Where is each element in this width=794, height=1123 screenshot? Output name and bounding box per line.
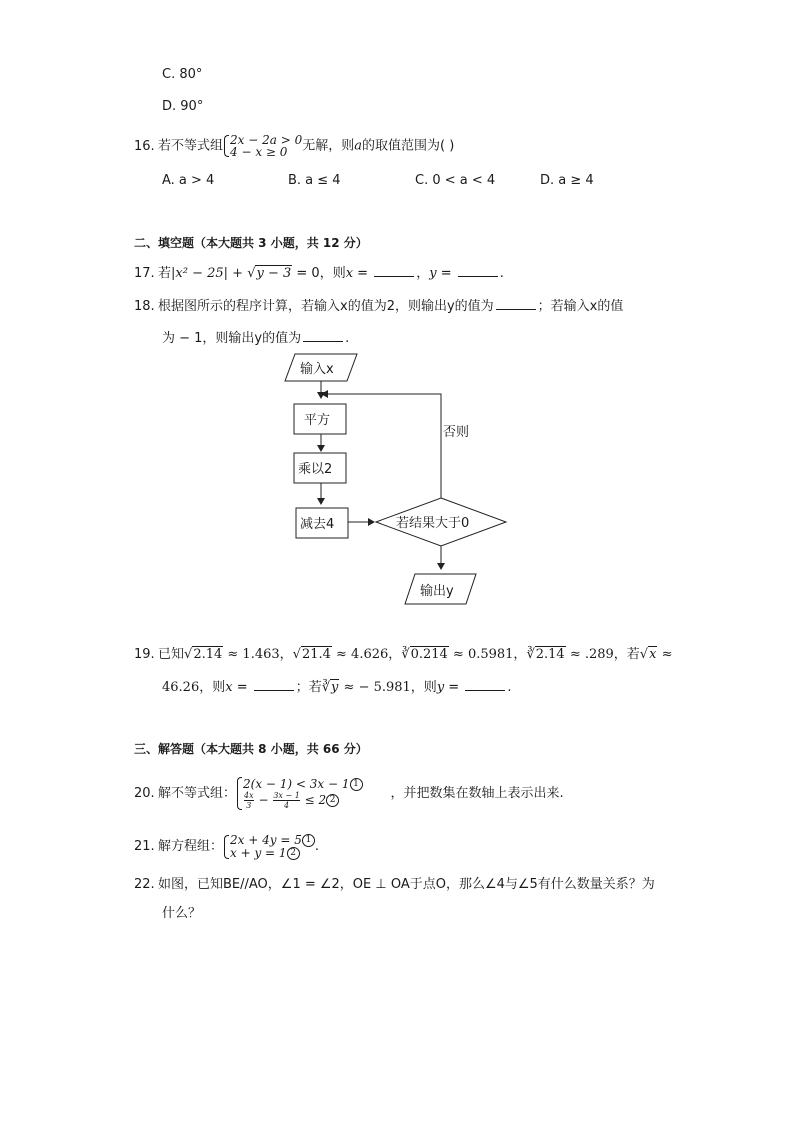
cbrt-radicand: 0.214 <box>410 647 448 662</box>
arrowhead <box>368 518 375 526</box>
cbrt-radicand: 2.14 <box>535 647 565 662</box>
q19-value: ≈ 0.5981， <box>448 647 527 662</box>
cbrt-sign: ∛ <box>526 647 535 662</box>
var-x: x <box>345 266 354 281</box>
var-y: y <box>429 266 437 281</box>
circled-number-2: 2 <box>326 794 339 807</box>
question-number: 16. <box>134 138 155 154</box>
question-number: 22. <box>134 877 155 892</box>
var-y: y <box>436 680 445 695</box>
q18-text-2: 为 − 1，则输出y的值为 <box>162 331 302 346</box>
circled-number-1: 1 <box>350 778 363 791</box>
q20-suffix: ，并把数集在数轴上表示出来. <box>390 786 564 801</box>
q16-suffix2: 的取值范围为( ) <box>362 138 455 154</box>
q17-expr2: = 0，则 <box>292 266 346 281</box>
answer-blank-1[interactable] <box>496 297 536 310</box>
equals: = <box>444 680 464 695</box>
q17-stem <box>134 264 504 283</box>
system-row-2: 4 − x ≥ 0 <box>230 145 288 159</box>
equals: = <box>353 266 373 281</box>
answer-blank-2[interactable] <box>303 329 343 342</box>
section-title-answer: 三、解答题（本大题共 8 小题，共 66 分） <box>134 742 368 756</box>
q15-option-d: D. 90° <box>162 99 204 114</box>
q19-value: ≈ − 5.981，则 <box>339 680 437 695</box>
question-number: 17. <box>134 266 155 281</box>
question-number: 21. <box>134 839 155 854</box>
q19-text-2: 46.26，则 <box>162 680 226 695</box>
q19-value: ≈ .289，若 <box>565 647 640 662</box>
otherwise-label: 否则 <box>443 425 470 440</box>
sqrt-radicand: y − 3 <box>256 266 292 281</box>
q16-suffix: 无解，则 <box>302 138 355 154</box>
q16-option-c: C. 0 < a < 4 <box>415 173 496 188</box>
period: . <box>499 266 504 281</box>
q19-value: ≈ 4.626， <box>331 647 402 662</box>
answer-blank-x[interactable] <box>254 678 294 691</box>
decision-label: 若结果大于0 <box>396 516 470 531</box>
period: . <box>345 331 350 346</box>
q22-stem-line1 <box>134 876 655 894</box>
answer-blank-y[interactable] <box>465 678 505 691</box>
period: . <box>314 839 319 854</box>
row-1-expr: 2(x − 1) < 3x − 1 <box>243 777 350 791</box>
arrowhead <box>317 498 325 505</box>
row-2-expr: x + y = 1 <box>230 845 287 860</box>
q22-stem-line2: 什么？ <box>162 906 202 921</box>
input-label: 输入x <box>300 362 334 377</box>
arrowhead <box>437 563 445 570</box>
question-number: 19. <box>134 647 155 662</box>
system-row-1: 2x − 2a > 0 <box>230 133 303 147</box>
q19-value: ≈ <box>657 647 673 662</box>
row-2-rhs: ≤ 2 <box>300 793 327 807</box>
sqrt-radicand: 21.4 <box>301 647 331 662</box>
q18-stem-line1 <box>134 297 623 316</box>
separator: ；若 <box>295 680 322 695</box>
equation-system <box>223 834 315 860</box>
q18-text: 根据图所示的程序计算，若输入x的值为2，则输出y的值为 <box>158 299 494 314</box>
q19-text: 已知 <box>158 647 185 662</box>
cbrt-radicand: y <box>331 680 339 695</box>
cbrt-sign: ∛ <box>321 680 331 695</box>
system-row-1 <box>243 777 363 791</box>
answer-blank-y[interactable] <box>458 264 498 277</box>
q19-stem-line1 <box>134 646 672 664</box>
subtract-label: 减去4 <box>300 517 335 532</box>
sqrt-sign: √ <box>292 647 301 662</box>
arrowhead <box>317 445 325 452</box>
circled-number-2: 2 <box>287 847 300 860</box>
q16-option-d: D. a ≥ 4 <box>540 173 594 188</box>
sqrt-radicand: x <box>649 647 657 662</box>
equals: = <box>232 680 252 695</box>
fraction-3x-1-over-4: $\frac{3x - 1}{4}$ <box>273 791 300 810</box>
q16-option-a: A. a > 4 <box>162 173 215 188</box>
circled-number-1: 1 <box>302 834 315 847</box>
q16-var: a <box>354 138 362 154</box>
row-1-expr: 2x + 4y = 5 <box>230 832 302 847</box>
output-label: 输出y <box>420 584 454 599</box>
q16-prefix: 若不等式组 <box>158 138 224 154</box>
system-row-2 <box>230 847 315 860</box>
q16-option-b: B. a ≤ 4 <box>288 173 341 188</box>
system-row-2: $\frac{4x}{3}$ − $\frac{3x - 1}{4}$ ≤ 2 2 <box>243 791 363 810</box>
q20-stem <box>134 768 564 820</box>
square-label: 平方 <box>304 413 331 428</box>
sqrt-sign: √ <box>184 647 193 662</box>
inequality-system <box>223 134 302 158</box>
cbrt-sign: ∛ <box>401 647 410 662</box>
q22-text: 如图，已知BE//AO，∠1 = ∠2，OE ⊥ OA于点O，那么∠4与∠5有什么数量关系？为 <box>158 877 655 892</box>
q21-stem <box>134 828 319 866</box>
fraction-4x-over-3: $\frac{4x}{3}$ <box>244 791 254 810</box>
equals: = <box>436 266 456 281</box>
program-flowchart <box>280 348 520 610</box>
q16-stem <box>134 134 454 158</box>
var-x: x <box>225 680 233 695</box>
sqrt-radicand: 2.14 <box>193 647 223 662</box>
inequality-system <box>236 776 363 811</box>
multiply-label: 乘以2 <box>298 462 333 477</box>
q19-stem-line2 <box>162 678 511 697</box>
q17-expr: |x² − 25| + <box>171 266 248 281</box>
sqrt-sign: √ <box>247 266 256 281</box>
question-number: 18. <box>134 299 155 314</box>
answer-blank-x[interactable] <box>374 264 414 277</box>
sqrt-sign: √ <box>639 647 649 662</box>
period: . <box>507 680 512 695</box>
q15-option-c: C. 80° <box>162 67 203 82</box>
q20-prefix: 解不等式组： <box>158 786 237 801</box>
question-number: 20. <box>134 786 155 801</box>
q18-stem-line2 <box>162 329 349 348</box>
q18-text-b: ；若输入x的值 <box>537 299 624 314</box>
q19-value: ≈ 1.463， <box>223 647 293 662</box>
section-title-fill-in: 二、填空题（本大题共 3 小题，共 12 分） <box>134 236 368 250</box>
q17-text: 若 <box>158 266 172 281</box>
separator: ， <box>416 266 430 281</box>
q21-prefix: 解方程组： <box>158 839 224 854</box>
